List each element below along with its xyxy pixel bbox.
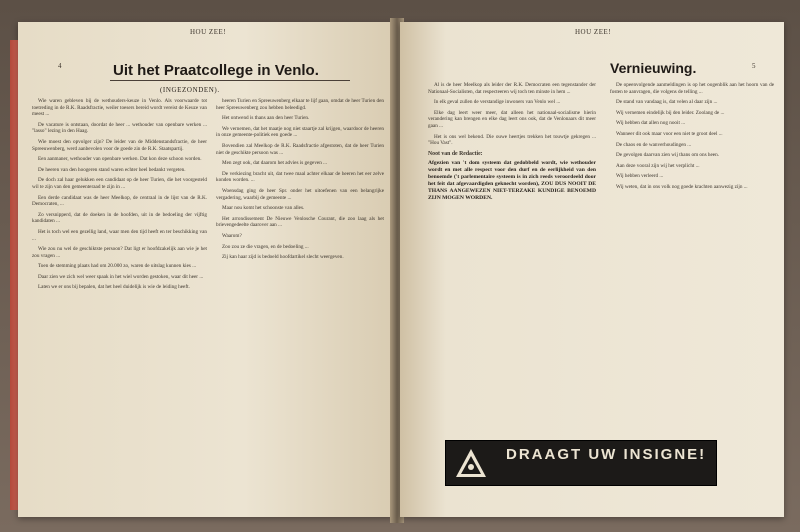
editor-note-heading: Noot van de Redactie: bbox=[428, 150, 483, 157]
paragraph: De opeenvolgende aanmeldingen is op het oogenblik aan het hoorn van de fosten te aanvragen, die volgens de telling ... bbox=[610, 82, 774, 95]
paragraph: Maar nou komt het schoonste van alles. bbox=[222, 205, 305, 212]
article-title: Vernieuwing. bbox=[610, 60, 697, 76]
paragraph: Bovendien zal Meelkop de R.K. Raadsfractie afgestoten, dat de heer Turien niet de geschikte persoon was ... bbox=[216, 142, 384, 156]
paragraph: Daar zien we zich wel weer spaak in het wiel worden gestoken, waar dit heer ... bbox=[38, 273, 204, 280]
editor-note-body: Afgezien van 't dom systeem dat gedobbeld wordt, wie wethouder wordt en met alle respect voor den durf en de eerlijkheid van den benoemde ('t parlementaire systeem is in zich reeds veroordeeld door het feit dat afgevaardigden geknecht worden), ZOU DUS NOOIT DE THANS AANGEWEZEN NIET-TERZAKE KUNDIGE BENOEMD ZIJN MOGEN WORDEN. bbox=[428, 160, 596, 202]
paragraph: Wij hebben dat allen nog nooit ... bbox=[616, 120, 686, 127]
paragraph: Een aanmaner, wethouder van openbare werken. Dat kon deze schoon worden. bbox=[38, 156, 202, 163]
paragraph: Wij hebben verleerd ... bbox=[616, 173, 664, 180]
paragraph: Het ontwend is thans aan den heer Turien. bbox=[222, 115, 310, 122]
article-title: Uit het Praatcollege in Venlo. bbox=[113, 62, 319, 79]
paragraph: Laten we er ons bij bepalen, dat het heel duidelijk is wie de leiding heeft. bbox=[38, 284, 190, 291]
paragraph: Woensdag ging de heer Spr. onder het uitoefenen van een belangrijke vergadering, waarbij de gemeente ... bbox=[216, 187, 384, 201]
paragraph: heeren Turien en Spreeuwenberg elkaar te lijf gaan, omdat de heer Turien den heer Spreeuwenberg zou hebben beleedigd. bbox=[216, 98, 384, 111]
running-head: HOU ZEE! bbox=[575, 28, 612, 36]
paragraph: Al is de heer Meelkop als leider der R.K. Democraten een tegenstander der Nationaal-Socialisten, dat respecteeren wij toch ten minste in hem ... bbox=[428, 82, 596, 95]
paragraph: Wij vernemen eindelijk bij den leider. Zoolang de ... bbox=[616, 109, 725, 116]
paragraph: We vernemen, dat het maatje nog niet staartje zal krijgen, waardoor de heeren in onze gemeente-politiek een goede ... bbox=[216, 125, 384, 139]
paragraph: De doch zal haar gelukken een candidaat op de heer Turien, die het voorgesteld wil te zijn van den gemeenteraad te zijn in ... bbox=[32, 177, 207, 190]
paragraph: Het is toch wel een gezellig land, waar men den tijd heeft en ter beschikking van ... bbox=[32, 228, 207, 242]
paragraph: Wie moest den opvolger zijn? De leider van de Middenstandsfractie, de heer Spreeuwenberg, werd aanbevolen voor de goede zin de R.K. Staatspartij. bbox=[32, 138, 207, 152]
page-number: 4 bbox=[58, 62, 62, 70]
paragraph: Toen de stemming plaats had om 20.000 zo, waren de uitslag kunnen kies ... bbox=[38, 263, 197, 270]
paragraph: De gevolgen daarvan zien wij thans om ons heen. bbox=[616, 152, 719, 159]
article-subtitle: (INGEZONDEN). bbox=[160, 86, 220, 94]
paragraph: In elk geval zullen de verstandige inwoners van Venlo wel ... bbox=[434, 99, 561, 106]
paragraph: Wij weten, dat in ons volk nog goede krachten aanwezig zijn ... bbox=[616, 183, 748, 190]
paragraph: De vacature is ontstaan, doordat de heer ... wethouder van openbare werken ... "lasso" lezing in den Haag. bbox=[32, 121, 207, 135]
paragraph: De chaos en de wanverhoudingen ... bbox=[616, 141, 692, 148]
page-number: 5 bbox=[752, 62, 756, 70]
paragraph: Wanneer dit ook maar voor een niet te groot deel ... bbox=[616, 130, 723, 137]
insignia-advertisement bbox=[445, 440, 717, 486]
paragraph: Een derde candidaat was de heer Meelkop, de centraal in de lijst van de R.K. Democraten, ... bbox=[32, 194, 207, 208]
paragraph: Het arrondissement De Nieuwe Venlosche Courant, die zoo laag als het brievengedeelte daarover aan ... bbox=[216, 215, 384, 229]
left-page bbox=[18, 22, 394, 517]
insignia-emblem-icon bbox=[454, 447, 488, 479]
paragraph: Het is ons wel bekend. Die ouwe heertjes trekken het touwtje gekregen ... "Hou Vast". bbox=[428, 133, 596, 147]
paragraph: Zoo zou ze die vragen, en de bedoeling ... bbox=[222, 243, 309, 250]
paragraph: Aan deze vooral zijn wij het verplicht ... bbox=[616, 162, 700, 169]
paragraph: Wie zou nu wel de geschiktste persoon? Dat ligt er hoofdzakelijk aan wie je het zou vragen ... bbox=[32, 246, 207, 259]
paragraph: Zo versnipperd, dat de doeken in de hoofden, uit in de bedoeling der vijftig kandidaten ... bbox=[32, 211, 207, 225]
left-column-1 bbox=[32, 98, 207, 508]
paragraph: De stand van vandaag is, dat velen al daar zijn ... bbox=[616, 99, 718, 106]
advert-text: DRAAGT UW INSIGNE! bbox=[506, 446, 707, 463]
paragraph: Zij kan haar zijd is bedoeld hoofdartikel slecht weergeven. bbox=[222, 254, 344, 261]
paragraph: De verkiezing bracht uit, dat twee maal achter elkaar de heeren het eer zelve konden worden. ... bbox=[216, 170, 384, 184]
paragraph: Waarom? bbox=[222, 232, 242, 239]
right-column-1 bbox=[428, 82, 596, 442]
paragraph: Wie waren gebleven bij de wethouders-keuze in Venlo. Als voorwaarde tot toetreding in de R.K. Raadsfractie, weiler toesers bereid wordt vereist de Keuze van meest ... bbox=[32, 98, 207, 118]
running-head: HOU ZEE! bbox=[190, 28, 227, 36]
paragraph: Men zegt ook, dat daarom het advies is gegeven ... bbox=[222, 160, 328, 167]
title-underline bbox=[110, 80, 350, 81]
paragraph: Elke dag leert weer meer, dat alleen het nationaal-socialisme hierin verandering kan brengen en elke dag leert ons ook, dat de Venlonaars dit meer gaan ... bbox=[428, 109, 596, 129]
left-column-2 bbox=[216, 98, 384, 508]
paragraph: De heeren van den hoogeren stand waren echter heel bedankt vergeten. bbox=[38, 166, 186, 173]
